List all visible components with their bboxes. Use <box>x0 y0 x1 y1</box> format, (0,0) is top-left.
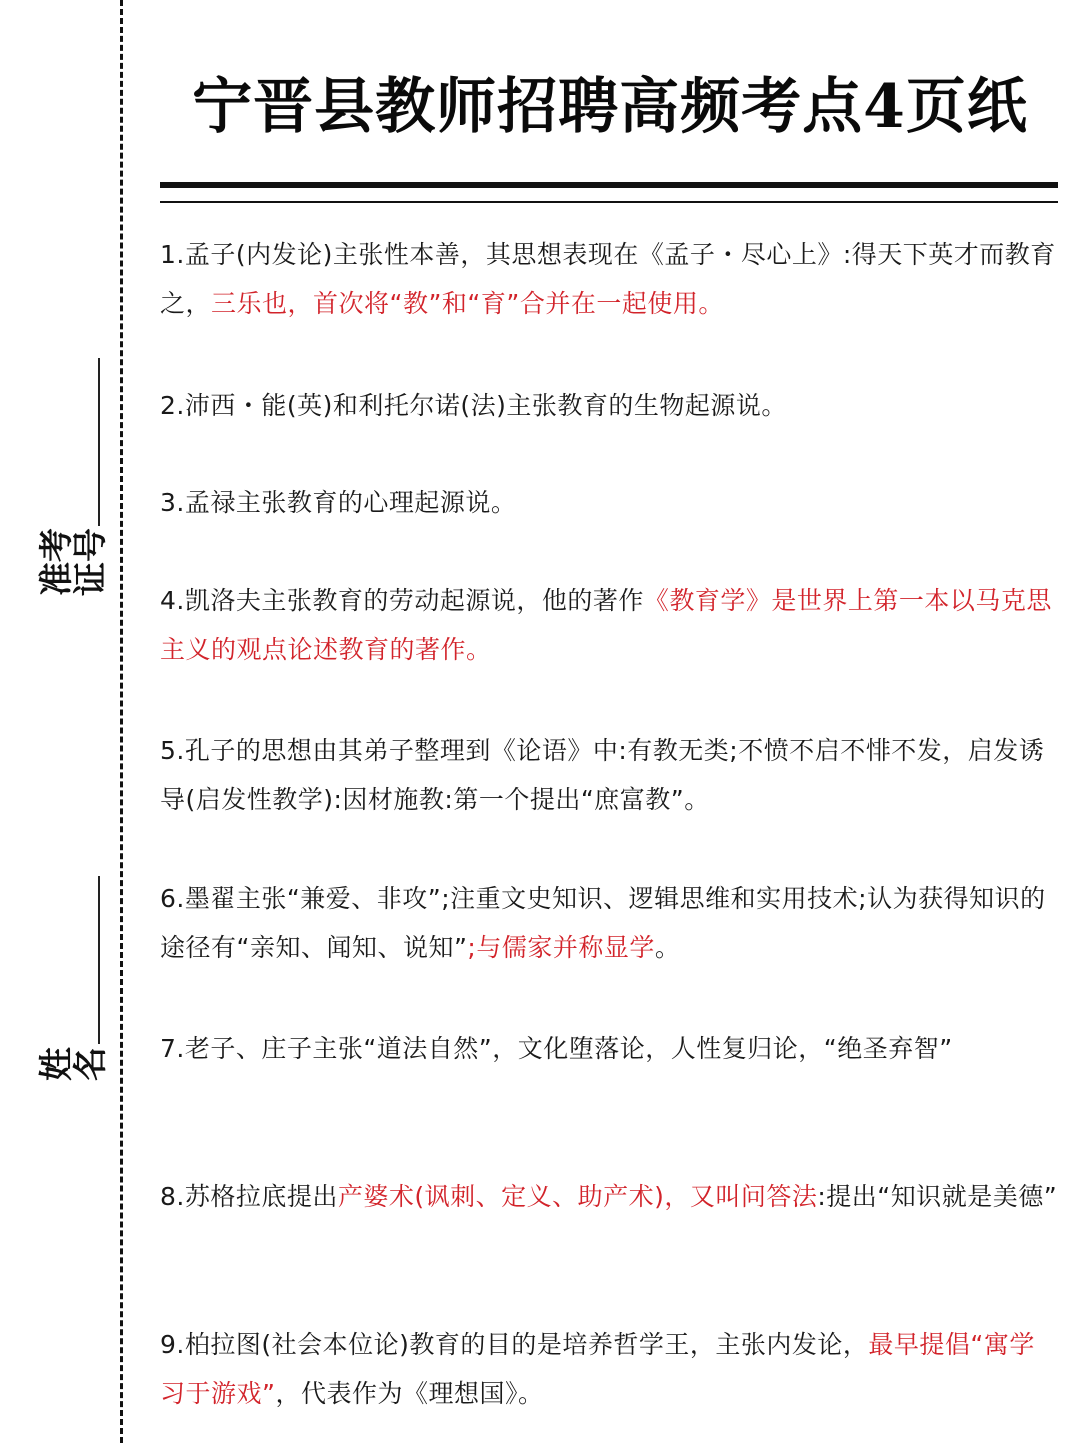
item-text-tail: 。 <box>654 933 681 962</box>
name-label-line1: 姓 <box>37 1047 77 1081</box>
title-rule-thin <box>160 201 1058 203</box>
item-highlight: 最早提倡“寓学习于游戏” <box>160 1330 1035 1408</box>
title-rule-thick <box>160 182 1058 188</box>
item-highlight: ;与儒家并称显学 <box>467 933 655 962</box>
item-text-tail: :提出“知识就是美德” <box>817 1182 1058 1211</box>
exam-number-label-line2: 证号 <box>71 528 111 596</box>
item-text: 3.孟禄主张教育的心理起源说。 <box>160 488 517 517</box>
list-item <box>160 1320 1060 1418</box>
item-highlight: 产婆术(讽刺、定义、助产术)，又叫问答法 <box>337 1182 818 1211</box>
page-title: 宁晋县教师招聘高频考点4页纸 <box>192 72 1028 142</box>
list-item <box>160 1024 1060 1073</box>
item-text: 7.老子、庄子主张“道法自然”，文化堕落论，人性复归论，“绝圣弃智” <box>160 1034 953 1063</box>
item-highlight: 三乐也，首次将“教”和“育”合并在一起使用。 <box>211 289 724 318</box>
list-item <box>160 1172 1060 1221</box>
exam-number-label <box>37 492 111 632</box>
list-item <box>160 478 1060 527</box>
list-item <box>160 381 1060 430</box>
name-label <box>37 994 111 1134</box>
item-text: 8.苏格拉底提出 <box>160 1182 338 1211</box>
item-text: 4.凯洛夫主张教育的劳动起源说，他的著作 <box>160 586 644 615</box>
item-text: 5.孔子的思想由其弟子整理到《论语》中:有教无类;不愤不启不悱不发，启发诱导(启发性教学):因材施教:第一个提出“庶富教”。 <box>160 736 1045 814</box>
item-text: 9.柏拉图(社会本位论)教育的目的是培养哲学王，主张内发论， <box>160 1330 869 1359</box>
list-item <box>160 726 1060 824</box>
item-text-tail: ，代表作为《理想国》。 <box>275 1379 544 1408</box>
item-text: 1.孟子(内发论)主张性本善，其思想表现在《孟子・尽心上》:得天下英才而教育之， <box>160 240 1056 318</box>
item-highlight: 《教育学》是世界上第一本以马克思主义的观点论述教育的著作。 <box>160 586 1052 664</box>
list-item <box>160 576 1060 674</box>
list-item <box>160 874 1060 972</box>
item-text: 2.沛西・能(英)和利托尔诺(法)主张教育的生物起源说。 <box>160 391 787 420</box>
binding-dashed-line <box>120 0 123 1443</box>
name-label-line2: 名 <box>71 1047 111 1081</box>
list-item <box>160 230 1060 328</box>
item-text: 6.墨翟主张“兼爱、非攻”;注重文史知识、逻辑思维和实用技术;认为获得知识的途径有“亲知、闻知、说知” <box>160 884 1046 962</box>
exam-number-label-line1: 准考 <box>37 528 77 596</box>
